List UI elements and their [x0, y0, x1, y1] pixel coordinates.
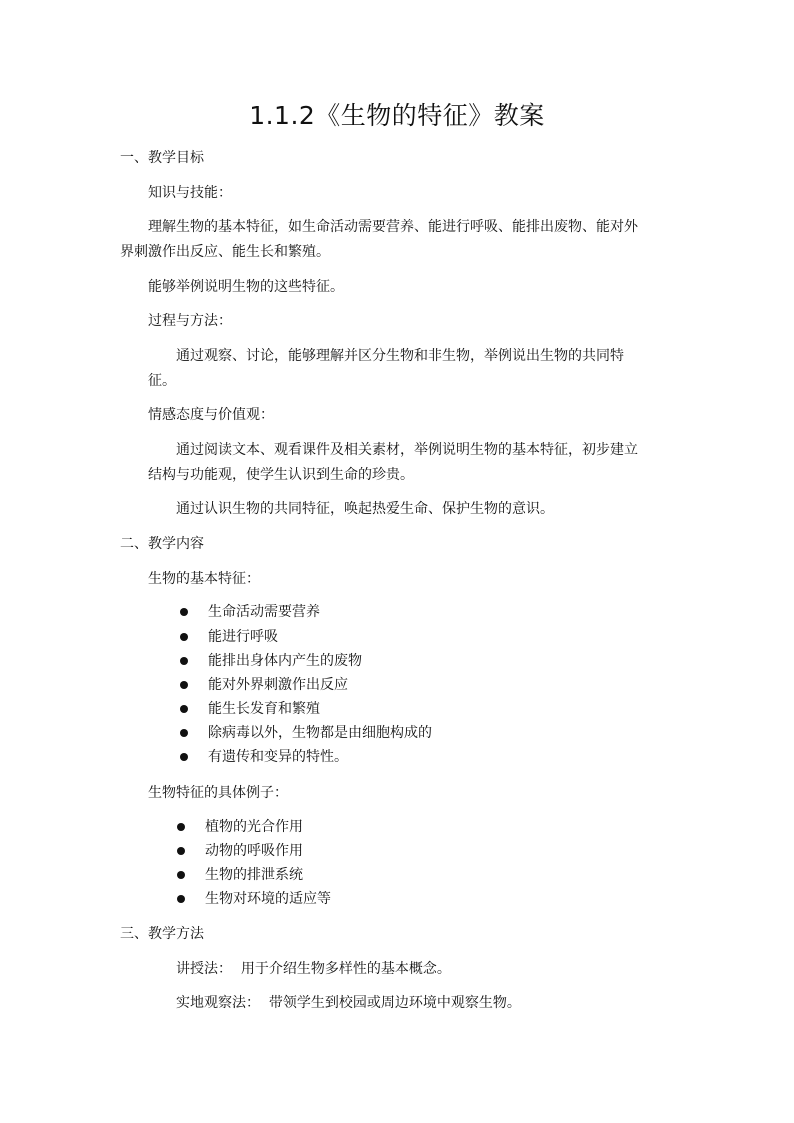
- section-heading-methods: 三、教学方法: [120, 926, 204, 942]
- bullet-dot: [180, 729, 188, 737]
- knowledge-label: 知识与技能：: [148, 185, 232, 201]
- list-item-text: 植物的光合作用: [205, 819, 303, 835]
- list-item-text: 能对外界刺激作出反应: [208, 677, 348, 693]
- list-item-text: 生命活动需要营养: [208, 604, 320, 620]
- list-item-text: 能生长发育和繁殖: [208, 701, 320, 717]
- bullet-dot: [180, 633, 188, 641]
- list-item-text: 能进行呼吸: [208, 629, 278, 645]
- list-item-text: 有遗传和变异的特性。: [208, 749, 348, 765]
- bullet-dot: [180, 705, 188, 713]
- knowledge-paragraph-line1: 理解生物的基本特征，如生命活动需要营养、能进行呼吸、能排出废物、能对外: [148, 219, 638, 235]
- examples-label: 生物特征的具体例子：: [148, 785, 288, 801]
- list-item-text: 除病毒以外，生物都是由细胞构成的: [208, 725, 432, 741]
- emotion-paragraph-2: 通过认识生物的共同特征，唤起热爱生命、保护生物的意识。: [176, 501, 554, 517]
- emotion-paragraph-line2: 结构与功能观，使学生认识到生命的珍贵。: [148, 467, 414, 483]
- bullet-dot: [180, 681, 188, 689]
- list-item-text: 动物的呼吸作用: [205, 843, 303, 859]
- process-label: 过程与方法：: [148, 313, 232, 329]
- bullet-dot: [180, 753, 188, 761]
- list-item-text: 能排出身体内产生的废物: [208, 653, 362, 669]
- knowledge-paragraph-line2: 界刺激作出反应、能生长和繁殖。: [120, 244, 330, 260]
- list-item-text: 生物的排泄系统: [205, 867, 303, 883]
- process-paragraph-line2: 征。: [148, 373, 176, 389]
- document-title: 1.1.2《生物的特征》教案: [249, 101, 545, 130]
- bullet-dot: [177, 847, 185, 855]
- list-item-text: 生物对环境的适应等: [205, 891, 331, 907]
- method-field-observation: 实地观察法： 带领学生到校园或周边环境中观察生物。: [176, 995, 521, 1011]
- basic-features-label: 生物的基本特征：: [148, 571, 260, 587]
- emotion-paragraph-line1: 通过阅读文本、观看课件及相关素材，举例说明生物的基本特征，初步建立: [176, 442, 638, 458]
- bullet-dot: [180, 657, 188, 665]
- emotion-label: 情感态度与价值观：: [148, 407, 274, 423]
- method-lecture: 讲授法： 用于介绍生物多样性的基本概念。: [176, 961, 451, 977]
- bullet-dot: [177, 895, 185, 903]
- section-heading-objectives: 一、教学目标: [120, 150, 204, 166]
- bullet-dot: [177, 871, 185, 879]
- bullet-dot: [177, 823, 185, 831]
- section-heading-content: 二、教学内容: [120, 536, 204, 552]
- bullet-dot: [180, 608, 188, 616]
- knowledge-paragraph-2: 能够举例说明生物的这些特征。: [148, 279, 344, 295]
- process-paragraph-line1: 通过观察、讨论，能够理解并区分生物和非生物，举例说出生物的共同特: [176, 348, 624, 364]
